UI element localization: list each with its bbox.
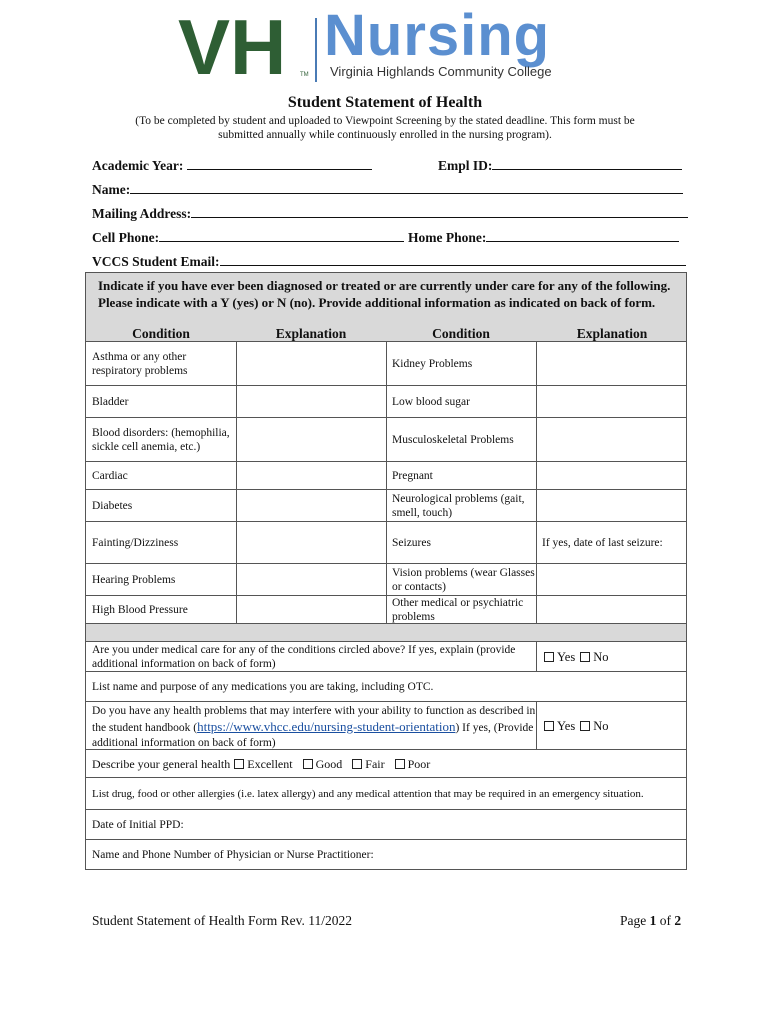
medical-care-no-checkbox[interactable] <box>580 652 590 662</box>
medical-care-yes-checkbox[interactable] <box>544 652 554 662</box>
function-row <box>85 702 687 750</box>
allergies-question: List drug, food or other allergies (i.e. latex allergy) and any medical attention that may be required in an emergency situation. <box>92 787 644 800</box>
footer-form-name: Student Statement of Health Form Rev. 11/2022 <box>92 913 352 928</box>
excellent-checkbox[interactable] <box>234 759 244 769</box>
handbook-link[interactable]: https://www.vhcc.edu/nursing-student-orientation <box>197 719 456 734</box>
good-label: Good <box>315 756 343 771</box>
excellent-label: Excellent <box>247 756 293 771</box>
explanation-cell[interactable] <box>236 596 386 623</box>
table-row <box>85 462 687 490</box>
function-answer <box>536 702 688 749</box>
explanation-cell[interactable] <box>236 522 386 563</box>
condition-cell: Cardiac <box>92 469 128 482</box>
general-health-options <box>86 750 688 777</box>
col-condition-2: Condition <box>432 326 490 341</box>
explanation-cell[interactable] <box>536 462 688 489</box>
trademark-mark: TM <box>300 72 309 78</box>
fair-checkbox[interactable] <box>352 759 362 769</box>
mailing-address-label: Mailing Address: <box>92 206 192 221</box>
no-label: No <box>593 649 609 664</box>
explanation-cell[interactable] <box>536 564 688 595</box>
vhcc-nursing-logo <box>178 3 578 82</box>
condition-cell: Fainting/Dizziness <box>92 536 179 549</box>
function-no-checkbox[interactable] <box>580 721 590 731</box>
condition-cell: Pregnant <box>392 469 433 482</box>
table-row <box>85 596 687 624</box>
yes-label: Yes <box>557 649 576 664</box>
condition-cell: High Blood Pressure <box>92 603 188 616</box>
table-row <box>85 418 687 462</box>
table-row <box>85 522 687 564</box>
empl-id-field[interactable] <box>438 158 682 174</box>
allergies-row[interactable] <box>85 778 687 810</box>
explanation-cell[interactable] <box>536 418 688 461</box>
home-phone-label: Home Phone: <box>408 230 487 245</box>
vh-letters: VH <box>178 12 287 80</box>
form-title: Student Statement of Health <box>287 94 483 111</box>
academic-year-label: Academic Year: <box>92 158 184 173</box>
table-instruction: Indicate if you have ever been diagnosed or treated or are currently under care for any of the following. Please indicate with a Y (yes) or N (no). Provide additional information as indicated on back of form. <box>98 278 671 310</box>
condition-cell: Seizures <box>392 536 431 549</box>
physician-label: Name and Phone Number of Physician or Nurse Practitioner: <box>92 848 374 861</box>
poor-label: Poor <box>407 756 431 771</box>
no-label: No <box>593 718 609 733</box>
explanation-cell[interactable] <box>536 490 688 521</box>
table-spacer <box>85 624 687 642</box>
vccs-email-field[interactable] <box>92 254 686 270</box>
academic-year-field[interactable] <box>92 158 372 174</box>
general-health-row <box>85 750 687 778</box>
explanation-cell[interactable] <box>536 342 688 385</box>
col-explanation-2: Explanation <box>576 326 648 341</box>
fair-label: Fair <box>365 756 385 771</box>
condition-cell: Neurological problems (gait, smell, touch) <box>392 492 525 519</box>
column-headers <box>86 325 686 341</box>
function-yes-checkbox[interactable] <box>544 721 554 731</box>
health-conditions-table <box>85 272 687 861</box>
vccs-email-label: VCCS Student Email: <box>92 254 220 269</box>
condition-cell: Bladder <box>92 395 129 408</box>
medications-question: List name and purpose of any medications you are taking, including OTC. <box>92 680 434 693</box>
vccs-email-line[interactable] <box>220 254 686 266</box>
physician-row[interactable] <box>85 840 687 870</box>
vh-logo-mark <box>178 12 313 80</box>
table-header <box>85 272 687 342</box>
logo-college-name: Virginia Highlands Community College <box>330 64 552 79</box>
medical-care-question: Are you under medical care for any of the conditions circled above? If yes, explain (provide additional information on back of form) <box>92 643 516 670</box>
logo-divider <box>315 18 317 82</box>
empl-id-label: Empl ID: <box>438 158 493 173</box>
seizure-date-cell[interactable]: If yes, date of last seizure: <box>542 536 663 549</box>
medical-care-row <box>85 642 687 672</box>
explanation-cell[interactable] <box>236 418 386 461</box>
cell-phone-line[interactable] <box>159 230 404 242</box>
condition-cell: Other medical or psychiatric problems <box>392 596 524 623</box>
empl-id-line[interactable] <box>492 158 682 170</box>
explanation-cell[interactable] <box>536 596 688 623</box>
table-row <box>85 490 687 522</box>
condition-cell: Musculoskeletal Problems <box>392 433 514 446</box>
form-subtitle: (To be completed by student and uploaded to Viewpoint Screening by the stated deadline. This form must be submitted annually while continuously enrolled in the nursing program). <box>135 115 635 141</box>
col-condition-1: Condition <box>132 326 190 341</box>
condition-cell: Kidney Problems <box>392 357 473 370</box>
explanation-cell[interactable] <box>236 490 386 521</box>
table-row <box>85 342 687 386</box>
home-phone-field[interactable] <box>408 230 679 246</box>
mailing-address-line[interactable] <box>191 206 688 218</box>
explanation-cell[interactable] <box>236 386 386 417</box>
home-phone-line[interactable] <box>486 230 679 242</box>
poor-checkbox[interactable] <box>395 759 405 769</box>
cell-phone-label: Cell Phone: <box>92 230 160 245</box>
condition-cell: Asthma or any other respiratory problems <box>92 350 188 377</box>
logo-nursing-word: Nursing <box>324 3 551 68</box>
page-number: Page 1 of 2 <box>620 913 682 928</box>
academic-year-line[interactable] <box>187 158 372 170</box>
explanation-cell[interactable] <box>536 386 688 417</box>
table-row <box>85 564 687 596</box>
condition-cell: Diabetes <box>92 499 133 512</box>
mailing-address-field[interactable] <box>92 206 688 222</box>
cell-phone-field[interactable] <box>92 230 404 246</box>
col-explanation-1: Explanation <box>275 326 347 341</box>
name-field[interactable] <box>92 182 683 198</box>
medications-row[interactable] <box>85 672 687 702</box>
explanation-cell[interactable] <box>236 564 386 595</box>
condition-cell: Low blood sugar <box>392 395 470 408</box>
function-question: Do you have any health problems that may interfere with your ability to function as described in the student handbook (https://www.vhcc.edu/nursing-student-orientation) If yes, (Provide additional information on back of form) <box>92 705 536 749</box>
good-checkbox[interactable] <box>303 759 313 769</box>
medical-care-answer <box>536 642 688 671</box>
name-label: Name: <box>92 182 131 197</box>
name-line[interactable] <box>130 182 683 194</box>
ppd-label: Date of Initial PPD: <box>92 818 184 831</box>
condition-cell: Vision problems (wear Glasses or contacts) <box>392 566 535 593</box>
general-health-label: Describe your general health <box>92 756 231 771</box>
ppd-row[interactable] <box>85 810 687 840</box>
yes-label: Yes <box>557 718 576 733</box>
table-row <box>85 386 687 418</box>
condition-cell: Hearing Problems <box>92 573 176 586</box>
condition-cell: Blood disorders: (hemophilia, sickle cell anemia, etc.) <box>92 426 230 453</box>
explanation-cell[interactable] <box>236 342 386 385</box>
explanation-cell[interactable] <box>236 462 386 489</box>
